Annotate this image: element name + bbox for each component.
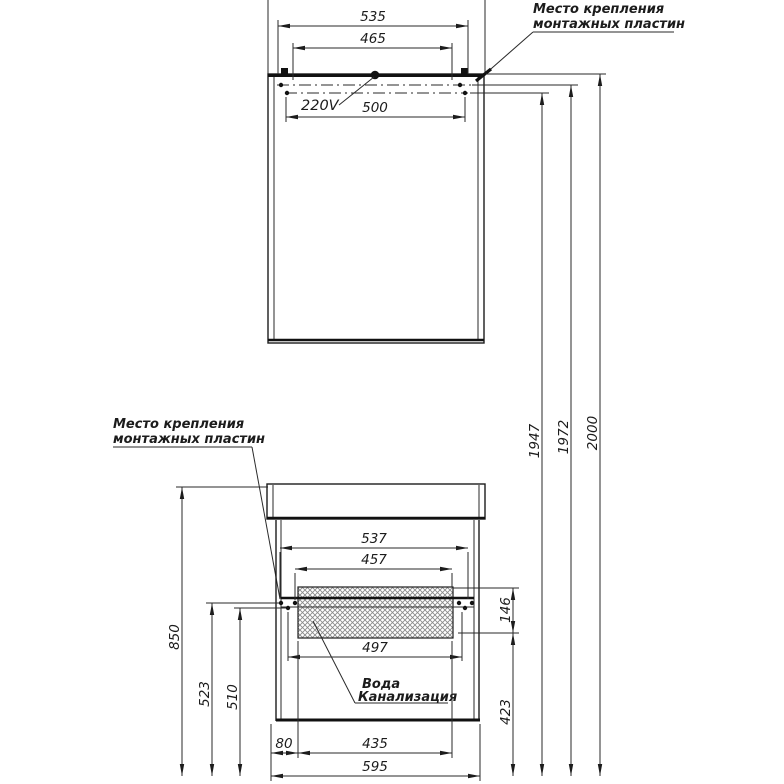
mount-plate-marker-right xyxy=(461,68,468,74)
dim-label-510: 510 xyxy=(225,684,241,710)
callout-top-line1: Место крепления xyxy=(533,2,665,17)
dim-label-523: 523 xyxy=(197,681,213,707)
dim-label-1947: 1947 xyxy=(527,423,543,459)
dim-label-850: 850 xyxy=(167,624,183,650)
dim-label-80: 80 xyxy=(275,736,293,752)
dim-label-146: 146 xyxy=(498,597,514,623)
dim-label-435: 435 xyxy=(362,736,388,752)
water-label-line2: Канализация xyxy=(358,690,458,705)
dim-label-535: 535 xyxy=(360,9,386,25)
callout-top-line2: монтажных пластин xyxy=(533,17,686,32)
power-label: 220V xyxy=(301,98,339,114)
water-label-line1: Вода xyxy=(362,677,401,692)
dim-label-537: 537 xyxy=(361,531,387,547)
dim-label-500: 500 xyxy=(362,100,388,116)
dim-label-1972: 1972 xyxy=(556,419,572,455)
dim-label-457: 457 xyxy=(361,552,387,568)
mount-plate-marker-left xyxy=(281,68,288,74)
dim-label-465: 465 xyxy=(360,31,386,47)
dim-label-595: 595 xyxy=(362,759,388,775)
callout-bottom-line2: монтажных пластин xyxy=(113,432,266,447)
dim-label-2000: 2000 xyxy=(585,415,601,451)
dim-label-497: 497 xyxy=(362,640,388,656)
service-zone-hatch xyxy=(298,587,453,638)
dim-label-423: 423 xyxy=(498,699,514,725)
callout-bottom-line1: Место крепления xyxy=(113,417,245,432)
